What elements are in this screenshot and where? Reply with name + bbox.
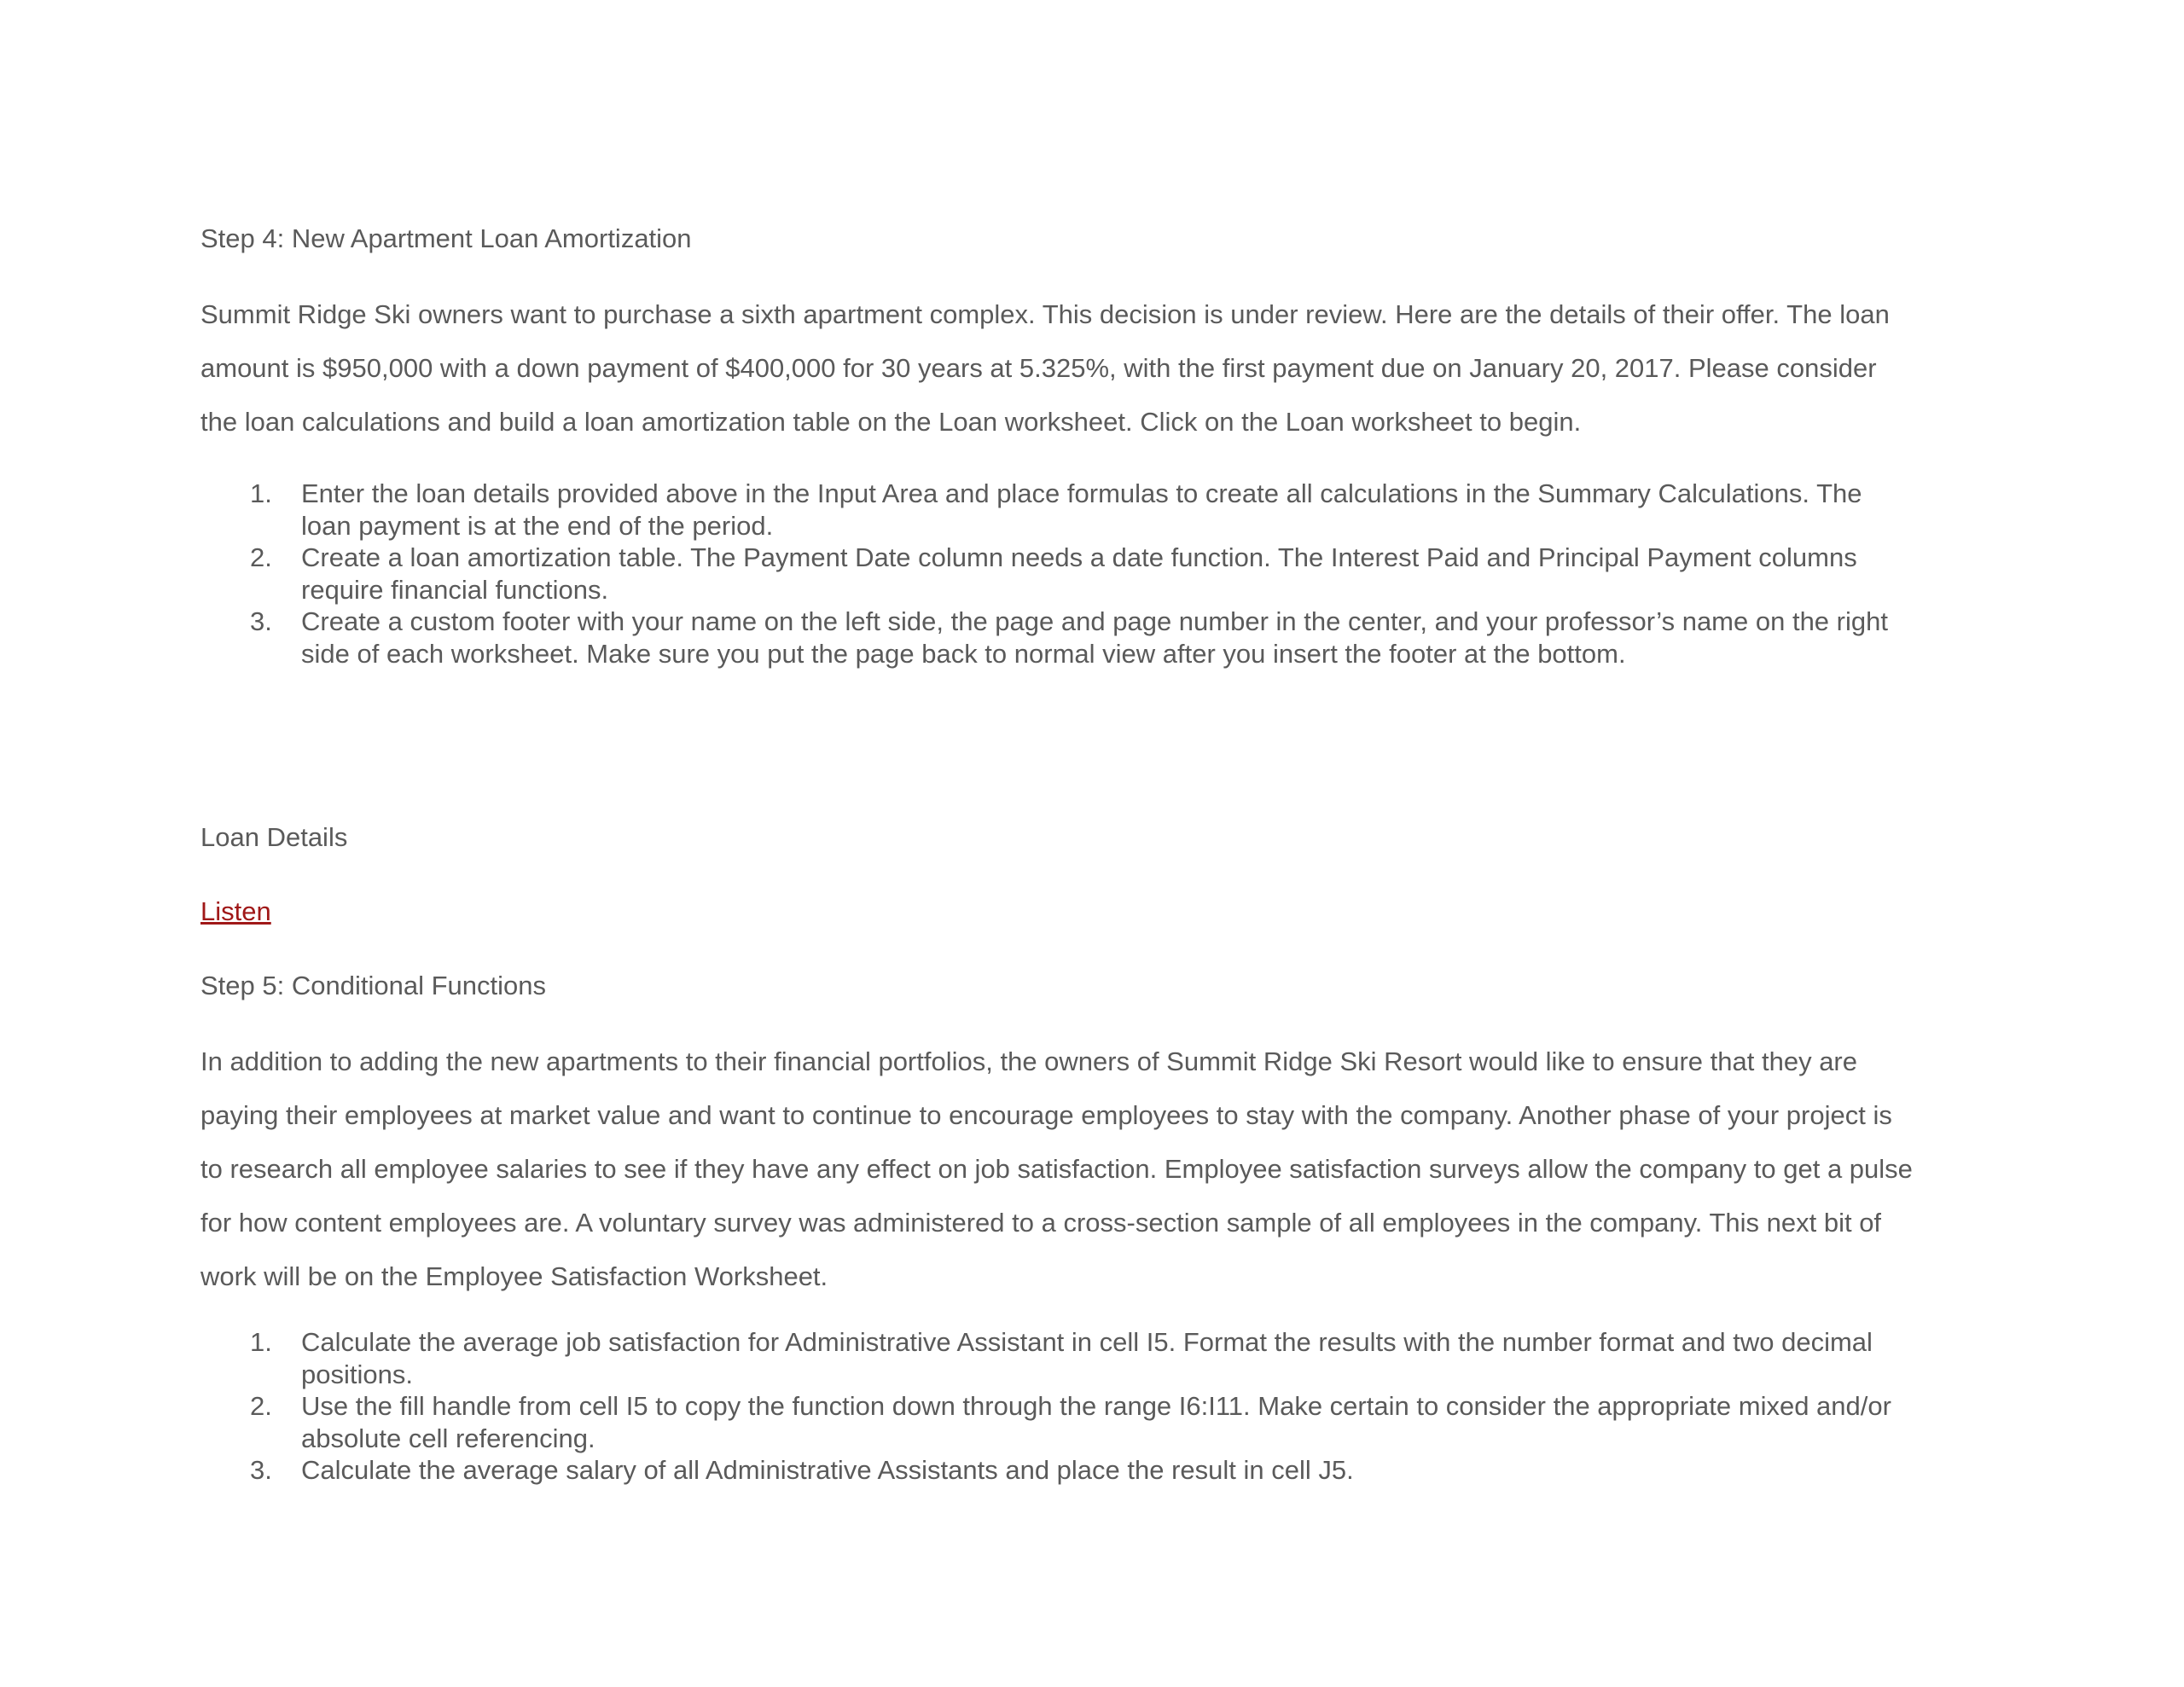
step4-paragraph-line: Summit Ridge Ski owners want to purchase a sixth apartment complex. This decision is under review. Here are the details of their offer. The loan (200, 299, 1890, 329)
list-item (200, 1454, 2026, 1487)
list-item-number: 3. (250, 606, 272, 636)
list-item-text: absolute cell referencing. (301, 1423, 595, 1453)
step5-paragraph-line: work will be on the Employee Satisfaction Worksheet. (200, 1261, 828, 1291)
list-item-text: loan payment is at the end of the period. (301, 510, 774, 541)
list-item-text: Calculate the average job satisfaction for Administrative Assistant in cell I5. Format the results with the number format and two decimal (301, 1327, 1873, 1357)
list-item-number: 3. (250, 1455, 272, 1485)
step4-paragraph (200, 287, 2026, 449)
list-item-text: Use the fill handle from cell I5 to copy the function down through the range I6:I11. Make certain to consider the appropriate mixed and/or (301, 1391, 1891, 1421)
list-item-text: Calculate the average salary of all Administrative Assistants and place the result in cell J5. (301, 1455, 1354, 1485)
list-item-number: 2. (250, 1391, 272, 1421)
step5-paragraph-line: In addition to adding the new apartments to their financial portfolios, the owners of Summit Ridge Ski Resort would like to ensure that they are (200, 1046, 1857, 1076)
list-item-text: side of each worksheet. Make sure you put the page back to normal view after you insert the footer at the bottom. (301, 638, 1626, 669)
step4-paragraph-line: amount is $950,000 with a down payment of $400,000 for 30 years at 5.325%, with the first payment due on January 20, 2017. Please consider (200, 353, 1877, 383)
list-item-text: Enter the loan details provided above in the Input Area and place formulas to create all calculations in the Summary Calculations. The (301, 478, 1862, 508)
list-item-text: Create a custom footer with your name on the left side, the page and page number in the center, and your professor’s name on the right (301, 606, 1888, 636)
list-item-text: require financial functions. (301, 574, 609, 605)
loan-details-title: Loan Details (200, 822, 348, 852)
list-item-number: 2. (250, 542, 272, 572)
list-item-text: positions. (301, 1359, 413, 1389)
list-item (200, 1390, 2026, 1454)
step5-paragraph-line: paying their employees at market value and want to continue to encourage employees to stay with the company. Another phase of your project is (200, 1100, 1892, 1130)
step4-title: Step 4: New Apartment Loan Amortization (200, 223, 692, 253)
list-item-text: Create a loan amortization table. The Payment Date column needs a date function. The Interest Paid and Principal Payment columns (301, 542, 1857, 572)
step5-paragraph-line: for how content employees are. A voluntary survey was administered to a cross-section sample of all employees in the company. This next bit of (200, 1208, 1882, 1238)
list-item (200, 606, 2026, 670)
listen-link[interactable]: Listen (200, 896, 271, 926)
list-item-number: 1. (250, 1327, 272, 1357)
step4-list (200, 478, 2026, 670)
step5-paragraph (200, 1035, 2026, 1303)
step5-paragraph-line: to research all employee salaries to see if they have any effect on job satisfaction. Employee satisfaction surveys allow the company to get a pulse (200, 1154, 1913, 1184)
list-item (200, 1326, 2026, 1390)
step5-title: Step 5: Conditional Functions (200, 971, 546, 1000)
list-item (200, 542, 2026, 606)
list-item-number: 1. (250, 478, 272, 508)
list-item (200, 478, 2026, 542)
step5-list (200, 1326, 2026, 1487)
step4-paragraph-line: the loan calculations and build a loan amortization table on the Loan worksheet. Click on the Loan worksheet to begin. (200, 407, 1582, 437)
